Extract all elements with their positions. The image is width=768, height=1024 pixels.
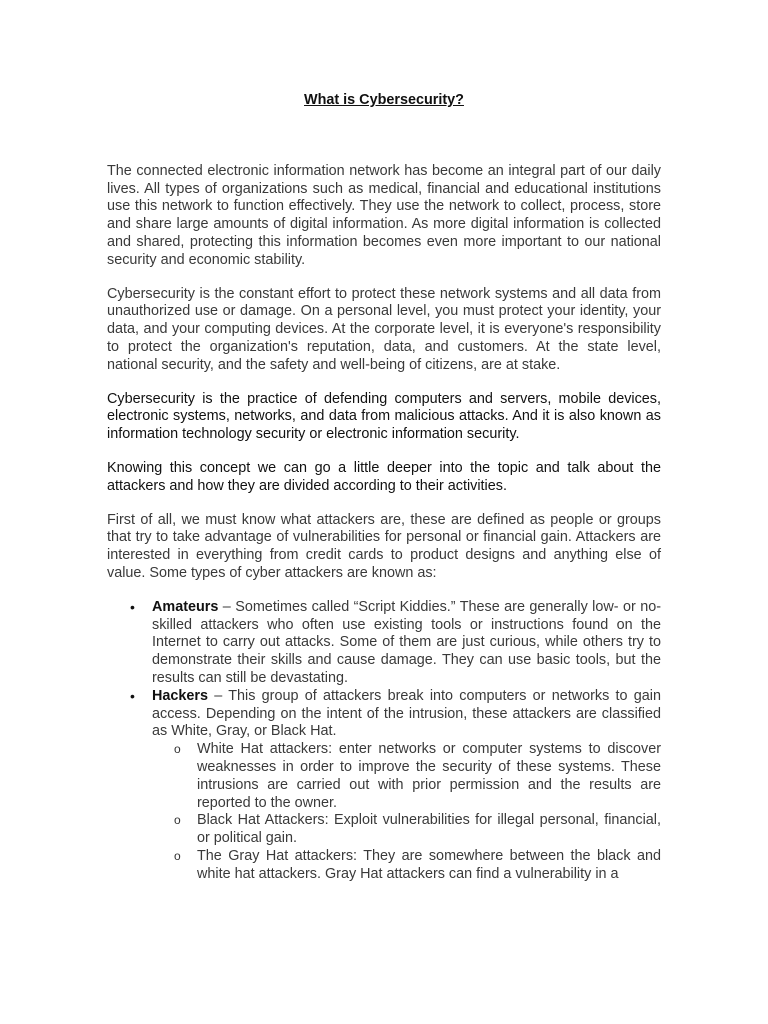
sub-bullet-icon: o bbox=[174, 848, 181, 863]
term-amateurs: Amateurs bbox=[152, 598, 219, 615]
gray-hat-text: The Gray Hat attackers: They are somewhere between the black and white hat attackers. Gray Hat attackers can find a vulnerability in a bbox=[197, 847, 661, 882]
sub-item-black-hat bbox=[152, 812, 661, 848]
hacker-subtypes-list bbox=[152, 741, 661, 883]
sub-item-gray-hat bbox=[152, 848, 661, 884]
cybersecurity-effort-paragraph: Cybersecurity is the constant effort to protect these network systems and all data from unauthorized use or damage. On a personal level, you must protect your identity, your data, and your computing devices. At the corporate level, it is everyone's responsibility to protect the organization's reputation, data, and customers. At the state level, national security, and the safety and well-being of citizens, are at stake. bbox=[107, 285, 661, 373]
document-title: What is Cybersecurity? bbox=[304, 92, 464, 108]
document-page bbox=[107, 92, 661, 883]
cybersecurity-definition-paragraph: Cybersecurity is the practice of defending computers and servers, mobile devices, electronic systems, networks, and data from malicious attacks. And it is also known as information technology security or electronic information security. bbox=[107, 390, 661, 443]
list-item-amateurs bbox=[107, 599, 661, 688]
sub-bullet-icon: o bbox=[174, 813, 181, 828]
bullet-icon: • bbox=[130, 687, 135, 704]
sub-bullet-icon: o bbox=[174, 742, 181, 757]
attacker-types-list bbox=[107, 599, 661, 884]
sub-item-white-hat bbox=[152, 741, 661, 812]
amateurs-description: – Sometimes called “Script Kiddies.” These are generally low- or no-skilled attackers who often use existing tools or instructions found on the Internet to carry out attacks. Some of them are just curious, while others try to demonstrate their skills and cause damage. They can use basic tools, but the results can still be devastating. bbox=[152, 598, 661, 686]
hackers-description: – This group of attackers break into computers or networks to gain access. Depending on the intent of the intrusion, these attackers are classified as White, Gray, or Black Hat. bbox=[152, 687, 661, 740]
intro-paragraph: The connected electronic information network has become an integral part of our daily lives. All types of organizations such as medical, financial and educational institutions use this network to function effectively. They use the network to collect, process, store and share large amounts of digital information. As more digital information is collected and shared, protecting this information becomes even more important to our national security and economic stability. bbox=[107, 162, 661, 268]
list-item-hackers bbox=[107, 688, 661, 884]
term-hackers: Hackers bbox=[152, 687, 209, 704]
black-hat-text: Black Hat Attackers: Exploit vulnerabilities for illegal personal, financial, or political gain. bbox=[197, 812, 661, 847]
attackers-definition-paragraph: First of all, we must know what attackers are, these are defined as people or groups that try to take advantage of vulnerabilities for personal or financial gain. Attackers are interested in everything from credit cards to product designs and anything else of value. Some types of cyber attackers are known as: bbox=[107, 511, 661, 581]
bullet-icon: • bbox=[130, 598, 135, 615]
attackers-intro-paragraph: Knowing this concept we can go a little deeper into the topic and talk about the attackers and how they are divided according to their activities. bbox=[107, 459, 661, 494]
white-hat-text: White Hat attackers: enter networks or computer systems to discover weaknesses in order to improve the security of these systems. These intrusions are carried out with prior permission and the results are reported to the owner. bbox=[197, 741, 661, 811]
